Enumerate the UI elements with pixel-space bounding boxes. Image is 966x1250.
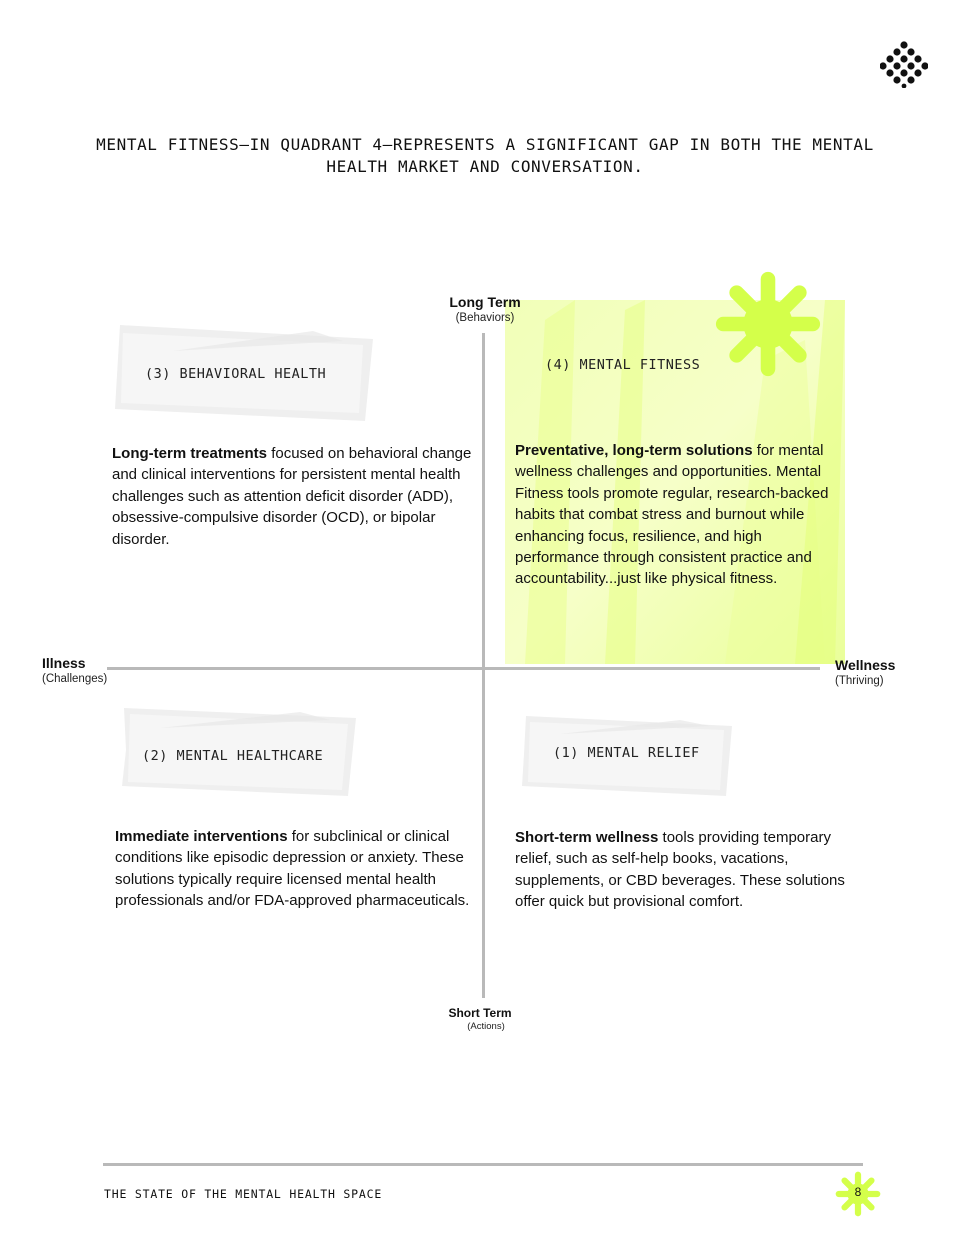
quadrant-2-tape (120, 706, 358, 798)
quadrant-4-description (515, 440, 845, 590)
axis-left-sublabel: (Challenges) (42, 673, 108, 685)
horizontal-axis (107, 667, 820, 670)
page-number: 8 (854, 1185, 862, 1199)
quadrant-2-title: (2) MENTAL HEALTHCARE (142, 748, 324, 764)
page-title: MENTAL FITNESS—IN QUADRANT 4—REPRESENTS A SIGNIFICANT GAP IN BOTH THE MENTAL HEALTH MARKET AND CONVERSATION. (96, 135, 874, 176)
axis-bottom-sublabel: (Actions) (467, 1021, 505, 1032)
axis-top-label: Long Term (449, 294, 521, 310)
quadrant-2-lead: Immediate interventions (115, 828, 288, 845)
quadrant-3-title: (3) BEHAVIORAL HEALTH (145, 366, 327, 382)
quadrant-2-description (115, 826, 475, 912)
axis-bottom-label: Short Term (448, 1006, 512, 1020)
quadrant-3-tape (113, 323, 375, 423)
quadrant-4-title: (4) MENTAL FITNESS (545, 357, 701, 373)
axis-left-label: Illness (42, 655, 86, 671)
footer-title: THE STATE OF THE MENTAL HEALTH SPACE (104, 1187, 383, 1201)
axis-top-sublabel: (Behaviors) (455, 312, 515, 324)
quadrant-4-lead: Preventative, long-term solutions (515, 442, 753, 459)
quadrant-1-title: (1) MENTAL RELIEF (553, 745, 700, 761)
axis-right-label: Wellness (835, 657, 896, 673)
vertical-axis (482, 333, 485, 998)
quadrant-1-lead: Short-term wellness (515, 829, 659, 846)
quadrant-4-body: for mental wellness challenges and opportunities. Mental Fitness tools promote regular, research-backed habits that combat stress and burnout while enhancing focus, resilience, and high performance through consistent practice and accountability...just like physical fitness. (515, 442, 829, 588)
footer-divider (103, 1163, 863, 1166)
quadrant-3-description (112, 443, 472, 550)
quadrant-3-body: focused on behavioral change and clinical interventions for persistent mental health challenges such as attention deficit disorder (ADD), obsessive-compulsive disorder (OCD), or bipolar disorder. (112, 445, 472, 548)
quadrant-2-body: for subclinical or clinical conditions like episodic depression or anxiety. These solutions typically require licensed mental health professionals and/or FDA-approved pharmaceuticals. (115, 828, 470, 910)
axis-right-sublabel: (Thriving) (835, 675, 884, 687)
brand-logo-icon (880, 40, 928, 88)
quadrant-1-body: tools providing temporary relief, such as self-help books, vacations, supplements, or CBD beverages. These solutions offer quick but provisional comfort. (515, 829, 845, 911)
quadrant-1-description (515, 827, 855, 913)
quadrant-1-tape (520, 714, 734, 798)
starburst-icon (712, 268, 824, 380)
quadrant-3-lead: Long-term treatments (112, 445, 268, 462)
